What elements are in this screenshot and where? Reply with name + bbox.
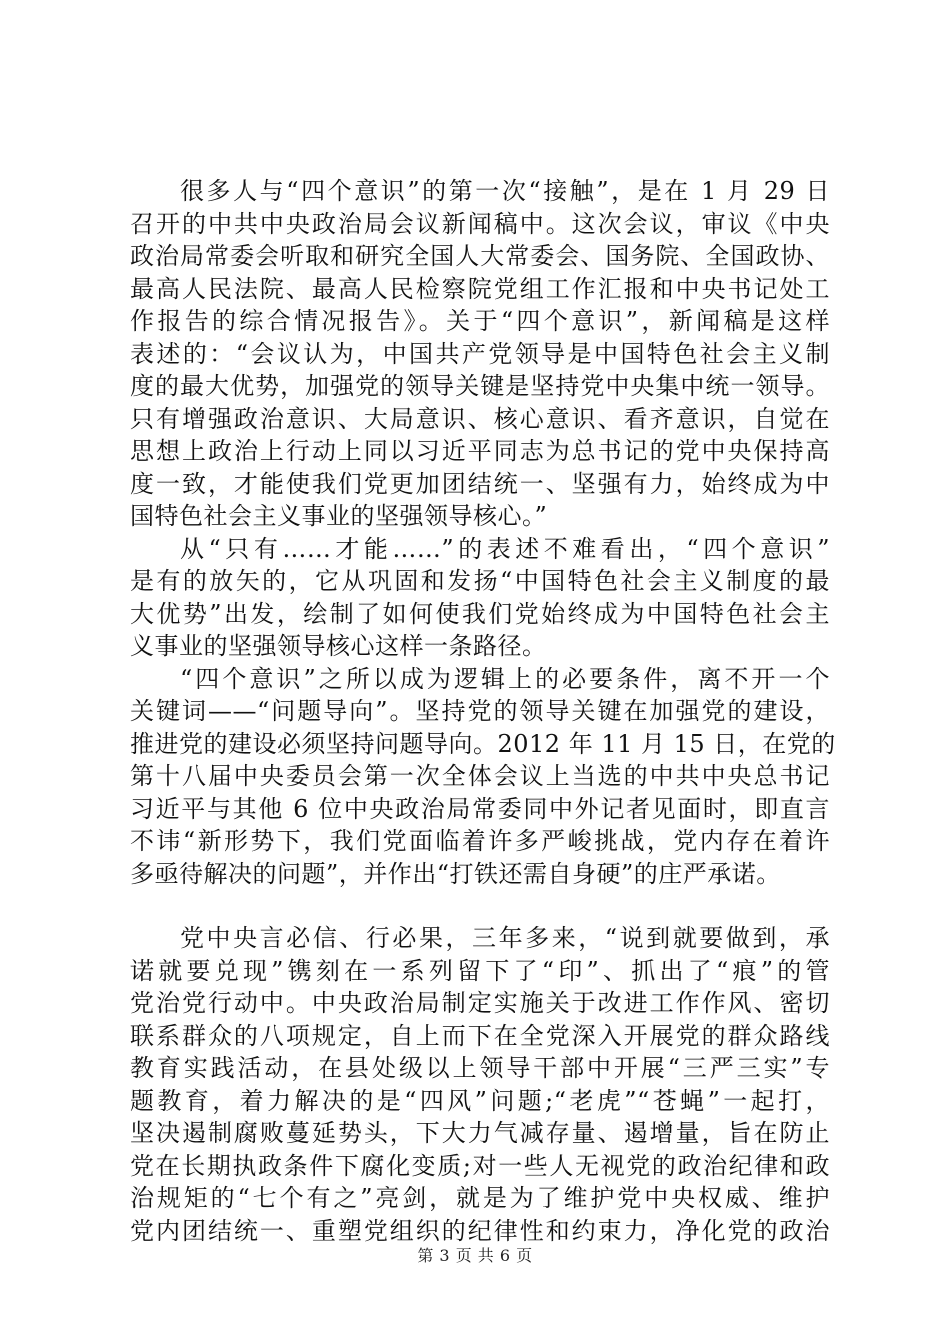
- text-line: 关键词——“问题导向”。坚持党的领导关键在加强党的建设，: [130, 697, 830, 725]
- article-body: [130, 175, 836, 1247]
- paragraph-4: [130, 922, 830, 1247]
- text-line: 不讳“新形势下，我们党面临着许多严峻挑战，党内存在着许: [130, 827, 830, 855]
- paragraph-1: [130, 175, 830, 533]
- text-line: 多亟待解决的问题”，并作出“打铁还需自身硬”的庄严承诺。: [130, 859, 781, 888]
- page-number-footer: 第 3 页 共 6 页: [417, 1246, 533, 1265]
- text-line: 是有的放矢的，它从巩固和发扬“中国特色社会主义制度的最: [130, 567, 830, 595]
- text-line: “四个意识”之所以成为逻辑上的必要条件，离不开一个: [180, 664, 830, 693]
- text-line: 推进党的建设必须坚持问题导向。2012 年 11 月 15 日，在党的: [130, 729, 836, 758]
- paragraph-2: [130, 533, 830, 663]
- text-line: 度一致，才能使我们党更加团结统一、坚强有力，始终成为中: [130, 469, 830, 498]
- text-line: 度的最大优势，加强党的领导关键是坚持党中央集中统一领导。: [130, 372, 830, 400]
- text-line: 很多人与“四个意识”的第一次“接触”，是在 1 月 29 日: [180, 177, 830, 205]
- text-line: 思想上政治上行动上同以习近平同志为总书记的党中央保持高: [130, 437, 830, 465]
- text-line: 只有增强政治意识、大局意识、核心意识、看齐意识，自觉在: [130, 404, 830, 433]
- text-line: 国特色社会主义事业的坚强领导核心。”: [130, 502, 548, 530]
- text-line: 大优势”出发，绘制了如何使我们党始终成为中国特色社会主: [130, 599, 830, 628]
- paragraph-3: [130, 663, 836, 891]
- text-line: 治规矩的“七个有之”亮剑，就是为了维护党中央权威、维护: [130, 1184, 830, 1212]
- text-line: 党在长期执政条件下腐化变质;对一些人无视党的政治纪律和政: [130, 1151, 830, 1180]
- text-line: 教育实践活动，在县处级以上领导干部中开展“三严三实”专: [130, 1054, 830, 1082]
- text-line: 党内团结统一、重塑党组织的纪律性和约束力，净化党的政治: [130, 1216, 830, 1245]
- paragraph-spacer: [130, 890, 830, 922]
- text-line: 最高人民法院、最高人民检察院党组工作汇报和中央书记处工: [130, 274, 830, 303]
- text-line: 召开的中共中央政治局会议新闻稿中。这次会议，审议《中央: [130, 209, 830, 238]
- text-line: 习近平与其他 6 位中央政治局常委同中外记者见面时，即直言: [130, 794, 830, 823]
- text-line: 坚决遏制腐败蔓延势头，下大力气减存量、遏增量，旨在防止: [130, 1119, 830, 1147]
- text-line: 表述的：“会议认为，中国共产党领导是中国特色社会主义制: [130, 339, 830, 368]
- text-line: 题教育，着力解决的是“四风”问题;“老虎”“苍蝇”一起打，: [130, 1086, 830, 1115]
- text-line: 第十八届中央委员会第一次全体会议上当选的中共中央总书记: [130, 762, 830, 790]
- text-line: 作报告的综合情况报告》。关于“四个意识”，新闻稿是这样: [130, 307, 830, 335]
- text-line: 党中央言必信、行必果，三年多来，“说到就要做到，承: [180, 924, 830, 952]
- text-line: 诺就要兑现”镌刻在一系列留下了“印”、抓出了“痕”的管: [130, 956, 830, 985]
- text-line: 党治党行动中。中央政治局制定实施关于改进工作作风、密切: [130, 989, 830, 1017]
- text-line: 从“只有……才能……”的表述不难看出，“四个意识”: [180, 534, 830, 563]
- text-line: 义事业的坚强领导核心这样一条路径。: [130, 632, 547, 660]
- text-line: 联系群众的八项规定，自上而下在全党深入开展党的群众路线: [130, 1021, 830, 1050]
- text-line: 政治局常委会听取和研究全国人大常委会、国务院、全国政协、: [130, 242, 830, 270]
